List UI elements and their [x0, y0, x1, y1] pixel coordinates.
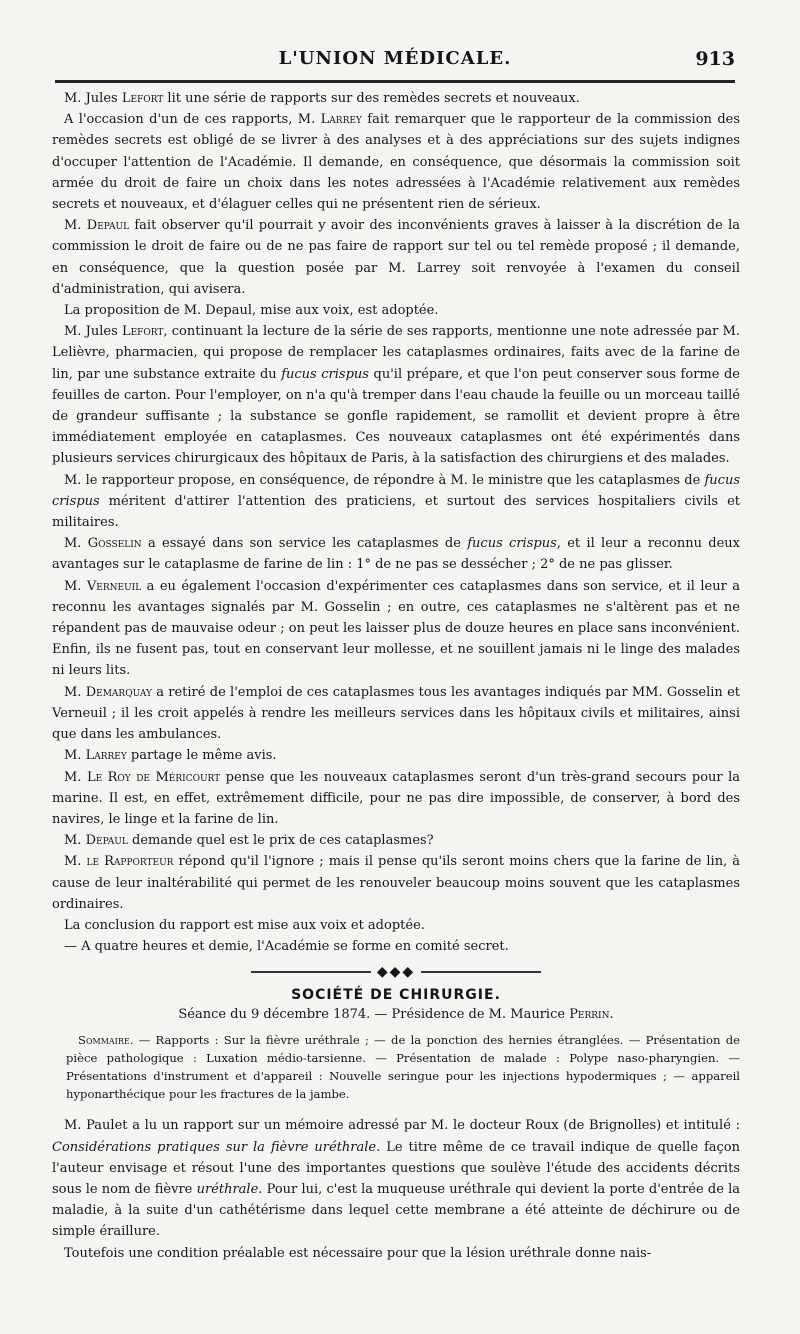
- paragraph: M. Depaul demande quel est le prix de ces cataplasmes?: [64, 833, 434, 849]
- paragraph: La proposition de M. Depaul, mise aux voix, est adoptée.: [64, 303, 439, 319]
- paragraph: M. Depaul fait observer qu'il pourrait y avoir des inconvénients graves à laisser à la discrétion de la commission le droit de faire ou de ne pas faire de rapport sur tel ou tel remède proposé ; il demande, en conséquence, que la question posée par M. Larrey soit renvoyée à l'examen du conseil d'administration, qui avisera.: [52, 218, 741, 297]
- paragraph: — A quatre heures et demie, l'Académie se forme en comité secret.: [64, 939, 509, 955]
- paragraph: M. Larrey partage le même avis.: [64, 748, 277, 764]
- paragraph: M. Le Roy de Méricourt pense que les nouveaux cataplasmes seront d'un très-grand secours pour la marine. Il est, en effet, extrêmement difficile, pour ne pas dire impossible, de conserver, à bord des navires, le linge et la farine de lin.: [52, 769, 740, 827]
- speaker-name: Larrey: [320, 112, 362, 128]
- session-line: Séance du 9 décembre 1874. — Présidence de M. Maurice Perrin.: [178, 1007, 614, 1023]
- paragraph: M. Jules Lefort, continuant la lecture de la série de ses rapports, mentionne une note adressée par M. Lelièvre, pharmacien, qui propose de remplacer les cataplasmes ordinaires, faits avec de la farine de lin, par une substance extraite du fucus crispus qu'il prépare, et que l'on peut conserver sous forme de feuilles de carton. Pour l'employer, on n'a qu'à tremper dans l'eau chaude la feuille ou un morceau taillé de grandeur suffisante ; la substance se gonfle rapidement, se ramollit et devient propre à être immédiatement employée en cataplasmes. Ces nouveaux cataplasmes ont été expérimentés dans plusieurs services chirurgicaux des hôpitaux de Paris, à la satisfaction des chirurgiens et des malades.: [52, 324, 740, 467]
- speaker-name: Depaul: [86, 218, 130, 234]
- speaker-name: Larrey: [85, 748, 127, 764]
- ornament-line-right: [421, 971, 541, 973]
- article-body: [52, 88, 740, 1264]
- header-rule: [55, 80, 735, 83]
- president-name: Perrin: [569, 1007, 610, 1023]
- italic-title: Considérations pratiques sur la fièvre uréthrale: [52, 1139, 377, 1155]
- section-ornament: [52, 959, 740, 985]
- running-title: L'UNION MÉDICALE.: [278, 48, 512, 69]
- italic-term: fucus crispus: [467, 536, 557, 552]
- speaker-name: Lefort: [121, 324, 164, 340]
- speaker-name: Depaul: [85, 833, 128, 849]
- speaker-name: Verneuil: [86, 578, 142, 594]
- paragraph: M. Paulet a lu un rapport sur un mémoire adressé par M. le docteur Roux (de Brignolles) et intitulé : Considérations pratiques sur la fièvre uréthrale. Le titre même de ce travail indique de quelle façon l'auteur envisage et résout l'une des importantes questions que soulève l'étude des accidents décrits sous le nom de fièvre uréthrale. Pour lui, c'est la muqueuse uréthrale qui devient la porte d'entrée de la maladie, à la suite d'un cathétérisme dans lequel cette membrane a été atteinte de déchirure ou de simple éraillure.: [52, 1118, 741, 1240]
- ornament-line-left: [251, 971, 371, 973]
- paragraph: A l'occasion d'un de ces rapports, M. Larrey fait remarquer que le rapporteur de la commission des remèdes secrets est obligé de se livrer à des analyses et à des appréciations sur des sujets indignes d'occuper l'attention de l'Académie. Il demande, en conséquence, que désormais la commission soit armée du droit de faire un choix dans les notes adressées à l'Académie relativement aux remèdes secrets et nouveaux, et d'élaguer celles qui ne présentent rien de sérieux.: [52, 112, 741, 213]
- italic-term: fucus crispus: [52, 472, 740, 509]
- speaker-name: Le Roy de Méricourt: [86, 769, 221, 785]
- paragraph: Toutefois une condition préalable est nécessaire pour que la lésion uréthrale donne nais-: [64, 1245, 652, 1261]
- speaker-name: Gosselin: [87, 536, 142, 552]
- page-header: [55, 48, 735, 76]
- speaker-name: le Rapporteur: [86, 854, 174, 870]
- paragraph: M. Verneuil a eu également l'occasion d'expérimenter ces cataplasmes dans son service, et il leur a reconnu les avantages signalés par M. Gosselin ; en outre, ces cataplasmes ne s'altèrent pas et ne répandent pas de mauvaise odeur ; on peut les laisser plus de douze heures en place sans inconvénient. Enfin, ils ne fusent pas, tout en conservant leur mollesse, et ne souillent jamais ni le linge des malades ni leurs lits.: [52, 578, 740, 679]
- page-number: 913: [695, 48, 735, 70]
- speaker-name: Demarquay: [85, 684, 152, 700]
- ornament-mark: ◆◆◆: [376, 963, 416, 980]
- paragraph: M. Gosselin a essayé dans son service les cataplasmes de fucus crispus, et il leur a reconnu deux avantages sur le cataplasme de farine de lin : 1° de ne pas se dessécher ; 2° de ne pas glisser.: [52, 536, 741, 573]
- speaker-name: Lefort: [121, 91, 164, 106]
- summary: Sommaire. — Rapports : Sur la fièvre uréthrale ; — de la ponction des hernies étranglées. — Présentation de pièce pathologique : Luxation médio-tarsienne. — Présentation de malade : Polype naso-pharyngien. — Présentations d'instrument et d'appareil : Nouvelle seringue pour les injections hypodermiques ; — appareil hyponarthécique pour les fractures de la jambe.: [66, 1033, 740, 1102]
- paragraph: M. Jules Lefort lit une série de rapports sur des remèdes secrets et nouveaux.: [64, 91, 580, 106]
- paragraph: M. le Rapporteur répond qu'il l'ignore ; mais il pense qu'ils seront moins chers que la farine de lin, à cause de leur inaltérabilité qui permet de les renouveler beaucoup moins souvent que les cataplasmes ordinaires.: [52, 854, 741, 912]
- paragraph: M. Demarquay a retiré de l'emploi de ces cataplasmes tous les avantages indiqués par MM. Gosselin et Verneuil ; il les croit appelés à rendre les meilleurs services dans les hôpitaux civils et militaires, ainsi que dans les ambulances.: [52, 684, 740, 743]
- italic-term: uréthrale: [196, 1181, 259, 1197]
- italic-term: fucus crispus: [281, 366, 369, 382]
- section-title: SOCIÉTÉ DE CHIRURGIE.: [291, 987, 501, 1004]
- paragraph: La conclusion du rapport est mise aux voix et adoptée.: [64, 917, 425, 933]
- paragraph: M. le rapporteur propose, en conséquence, de répondre à M. le ministre que les cataplasmes de fucus crispus méritent d'attirer l'attention des praticiens, et surtout des services hospitaliers civils et militaires.: [52, 472, 740, 531]
- summary-label: Sommaire: [78, 1033, 130, 1048]
